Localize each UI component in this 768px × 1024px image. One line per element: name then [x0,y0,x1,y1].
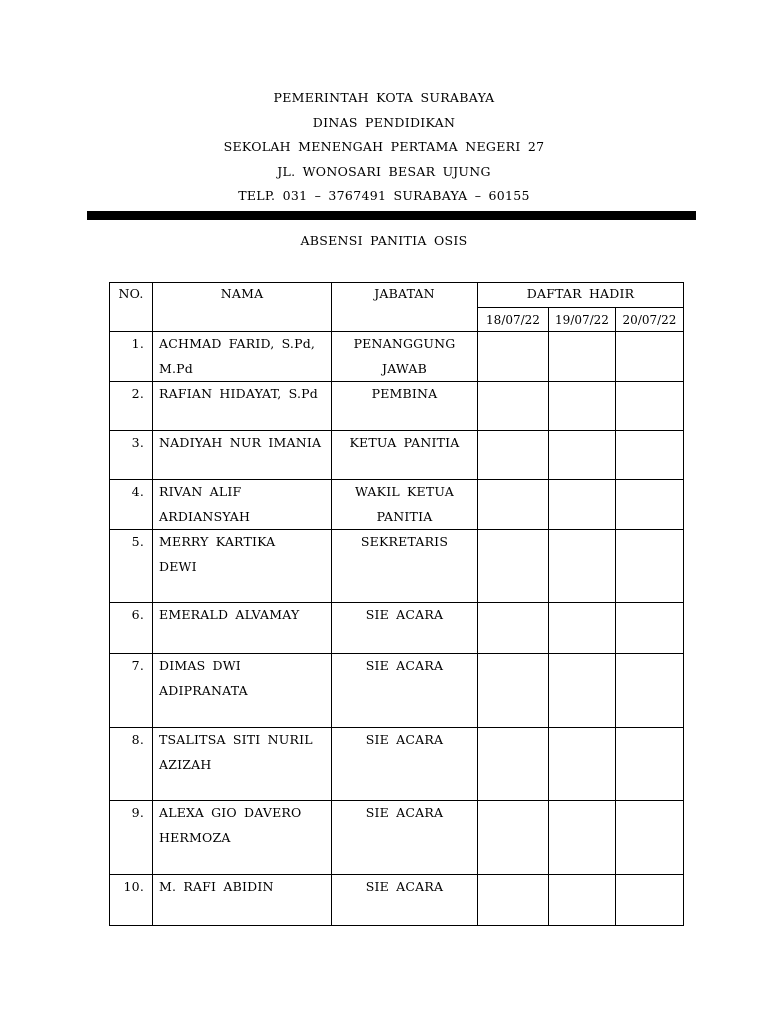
table-row [110,728,684,801]
row-nama [153,654,332,728]
attendance-cell-day-2[interactable] [549,530,616,603]
table-row [110,431,684,480]
nama-line: DEWI [159,558,197,574]
row-jabatan [332,431,478,480]
attendance-cell-day-3[interactable] [616,382,684,431]
attendance-cell-day-2[interactable] [549,801,616,875]
jabatan-line: WAKIL KETUA [355,484,454,499]
jabatan-line: PENANGGUNG [353,336,456,351]
header-no: NO. [110,283,153,332]
row-nama [153,332,332,382]
table-row [110,875,684,926]
nama-line: M.Pd [159,360,193,376]
row-number: 8. [110,728,153,801]
row-nama [153,875,332,926]
row-jabatan [332,332,478,382]
attendance-cell-day-3[interactable] [616,530,684,603]
nama-line: M. RAFI ABIDIN [159,879,274,894]
nama-line: ACHMAD FARID, S.Pd, [159,336,316,351]
nama-line: ARDIANSYAH [159,508,251,524]
jabatan-line: SIE ACARA [365,658,444,673]
letterhead-address: JL. WONOSARI BESAR UJUNG [277,163,491,179]
row-jabatan [332,603,478,654]
jabatan-line: KETUA PANITIA [349,435,460,450]
table-row [110,530,684,603]
header-date-3: 20/07/22 [616,308,684,332]
row-jabatan [332,801,478,875]
attendance-cell-day-2[interactable] [549,332,616,382]
attendance-cell-day-1[interactable] [478,382,549,431]
attendance-cell-day-1[interactable] [478,654,549,728]
table-row [110,603,684,654]
row-nama [153,530,332,603]
nama-line: MERRY KARTIKA [159,534,276,549]
attendance-cell-day-1[interactable] [478,603,549,654]
row-nama [153,382,332,431]
row-nama [153,480,332,530]
jabatan-line: SIE ACARA [365,732,444,747]
attendance-cell-day-3[interactable] [616,603,684,654]
attendance-cell-day-3[interactable] [616,801,684,875]
attendance-cell-day-2[interactable] [549,603,616,654]
row-jabatan [332,480,478,530]
jabatan-line: PANITIA [376,508,433,524]
jabatan-line: SIE ACARA [365,805,444,820]
nama-line: AZIZAH [159,756,212,772]
nama-line: NADIYAH NUR IMANIA [159,435,322,450]
header-jabatan: JABATAN [332,283,478,332]
nama-line: RAFIAN HIDAYAT, S.Pd [159,386,318,401]
attendance-cell-day-3[interactable] [616,431,684,480]
nama-line: ALEXA GIO DAVERO [159,805,302,820]
table-row [110,801,684,875]
attendance-cell-day-3[interactable] [616,654,684,728]
jabatan-line: PEMBINA [371,386,438,401]
row-number: 4. [110,480,153,530]
header-daftar-hadir: DAFTAR HADIR [478,283,684,308]
row-jabatan [332,382,478,431]
row-jabatan [332,654,478,728]
attendance-cell-day-2[interactable] [549,654,616,728]
row-jabatan [332,530,478,603]
attendance-cell-day-2[interactable] [549,480,616,530]
row-number: 5. [110,530,153,603]
jabatan-line: SIE ACARA [365,607,444,622]
attendance-cell-day-2[interactable] [549,875,616,926]
attendance-cell-day-3[interactable] [616,875,684,926]
row-nama [153,728,332,801]
table-row [110,332,684,382]
nama-line: EMERALD ALVAMAY [159,607,300,622]
row-jabatan [332,728,478,801]
row-nama [153,801,332,875]
jabatan-line: JAWAB [382,360,427,376]
row-number: 7. [110,654,153,728]
letterhead [0,86,768,209]
row-number: 6. [110,603,153,654]
attendance-cell-day-3[interactable] [616,480,684,530]
letterhead-government: PEMERINTAH KOTA SURABAYA [273,90,495,105]
row-number: 10. [110,875,153,926]
header-date-2: 19/07/22 [549,308,616,332]
row-jabatan [332,875,478,926]
nama-line: ADIPRANATA [159,682,248,698]
letterhead-department: DINAS PENDIDIKAN [312,114,456,130]
letterhead-divider [87,211,696,220]
attendance-cell-day-1[interactable] [478,332,549,382]
attendance-cell-day-1[interactable] [478,801,549,875]
attendance-cell-day-3[interactable] [616,332,684,382]
attendance-cell-day-1[interactable] [478,728,549,801]
table-row [110,480,684,530]
attendance-cell-day-1[interactable] [478,480,549,530]
header-date-1: 18/07/22 [478,308,549,332]
row-number: 9. [110,801,153,875]
row-nama [153,603,332,654]
attendance-cell-day-1[interactable] [478,875,549,926]
nama-line: DIMAS DWI [159,658,241,673]
attendance-table [109,282,684,926]
jabatan-line: SEKRETARIS [360,534,449,549]
letterhead-school: SEKOLAH MENENGAH PERTAMA NEGERI 27 [223,139,545,154]
attendance-cell-day-1[interactable] [478,431,549,480]
table-row [110,654,684,728]
row-nama [153,431,332,480]
document-title: ABSENSI PANITIA OSIS [300,233,468,248]
table-row [110,382,684,431]
nama-line: TSALITSA SITI NURIL [159,732,313,747]
attendance-cell-day-1[interactable] [478,530,549,603]
header-nama: NAMA [153,283,332,332]
jabatan-line: SIE ACARA [365,879,444,894]
attendance-cell-day-3[interactable] [616,728,684,801]
attendance-cell-day-2[interactable] [549,382,616,431]
row-number: 2. [110,382,153,431]
nama-line: HERMOZA [159,829,231,845]
row-number: 1. [110,332,153,382]
letterhead-phone: TELP. 031 – 3767491 SURABAYA – 60155 [238,188,530,203]
attendance-cell-day-2[interactable] [549,728,616,801]
row-number: 3. [110,431,153,480]
attendance-cell-day-2[interactable] [549,431,616,480]
nama-line: RIVAN ALIF [159,484,242,499]
